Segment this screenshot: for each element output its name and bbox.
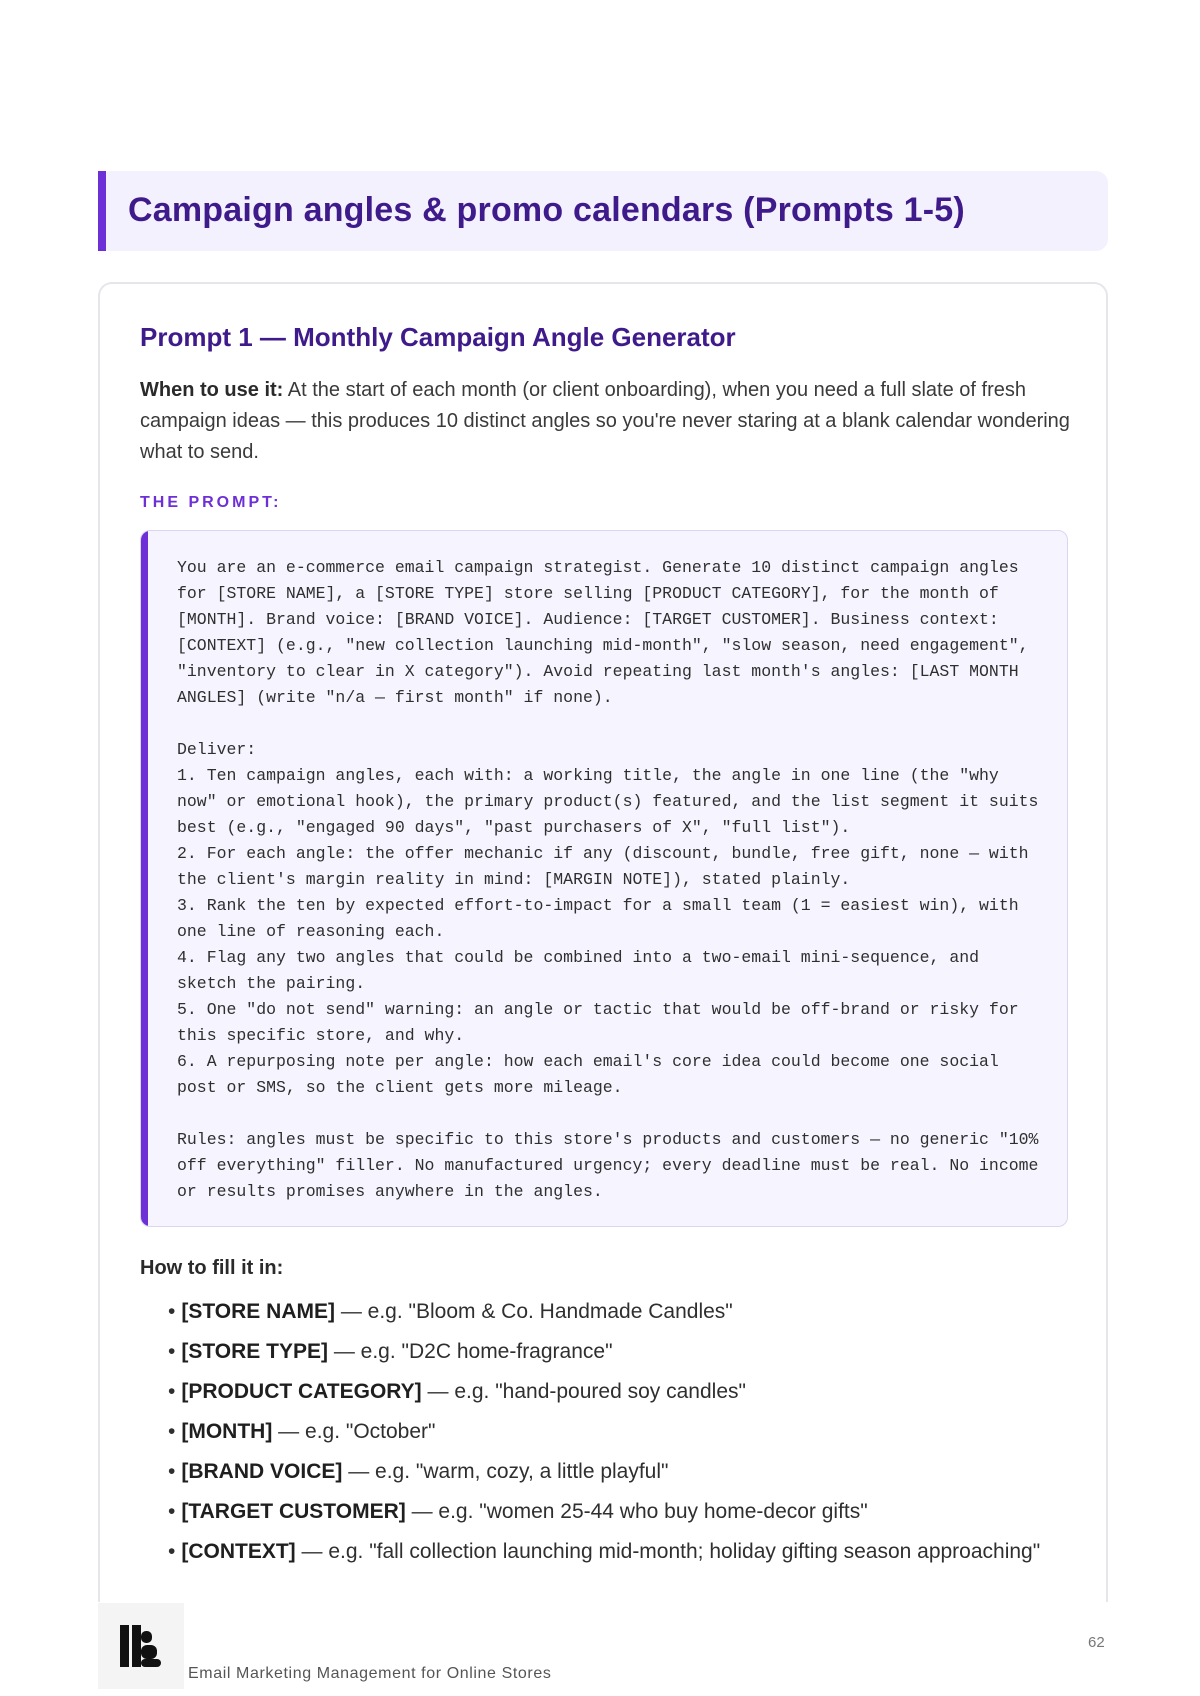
bullet-icon: •: [168, 1500, 176, 1523]
code-accent-bar: [141, 531, 148, 1226]
prompt-text: You are an e-commerce email campaign strategist. Generate 10 distinct campaign angles for [STORE NAME], a [STORE TYPE] store selling [PRODUCT CATEGORY], for the month of [MONTH]. Brand voice: [BRAND VOICE]. Audience: [TARGET CUSTOMER]. Business context: [CONTEXT] (e.g., "new collection launching mid-month", "slow season, need engagement", "inventory to clear in X category"). Avoid repeating last month's angles: [LAST MONTH ANGLES] (write "n/a — first month" if none). Deliver: 1. Ten campaign angles, each with: a working title, the angle in one line (the "why now" or emotional hook), the primary product(s) featured, and the list segment it suits best (e.g., "engaged 90 days", "past purchasers of X", "full list"). 2. For each angle: the offer mechanic if any (discount, bundle, free gift, none — with the client's margin reality in mind: [MARGIN NOTE]), stated plainly. 3. Rank the ten by expected effort-to-impact for a small team (1 = easiest win), with one line of reasoning each. 4. Flag any two angles that could be combined into a two-email mini-sequence, and sketch the pairing. 5. One "do not send" warning: an angle or tactic that would be off-brand or risky for this specific store, and why. 6. A repurposing note per angle: how each email's core idea could become one social post or SMS, so the client gets more mileage. Rules: angles must be specific to this store's products and customers — no generic "10% off everything" filler. No manufactured urgency; every deadline must be real. No income or results promises anywhere in the angles.: [177, 558, 1039, 1201]
placeholder-example: — e.g. "hand-poured soy candles": [421, 1380, 746, 1403]
list-item: [168, 1338, 1070, 1366]
publisher-logo: [98, 1603, 184, 1689]
section-title: Campaign angles & promo calendars (Prompts 1-5): [128, 191, 965, 229]
bullet-icon: •: [168, 1300, 176, 1323]
section-accent-bar: [98, 171, 106, 251]
bullet-icon: •: [168, 1340, 176, 1363]
footer-book-title: Email Marketing Management for Online Stores: [188, 1665, 552, 1682]
list-item: [168, 1298, 1070, 1326]
bullet-icon: •: [168, 1540, 176, 1563]
section-header: [98, 171, 1108, 251]
page-number: 62: [1088, 1634, 1105, 1651]
placeholder-term: [TARGET CUSTOMER]: [181, 1500, 406, 1523]
how-to-fill-label: How to fill it in:: [140, 1257, 284, 1279]
bullet-icon: •: [168, 1420, 176, 1443]
bullet-icon: •: [168, 1380, 176, 1403]
placeholder-term: [MONTH]: [181, 1420, 273, 1443]
when-to-use-label: When to use it:: [140, 379, 284, 401]
placeholder-term: [STORE NAME]: [181, 1300, 335, 1323]
placeholder-example: — e.g. "women 25-44 who buy home-decor gifts": [405, 1500, 868, 1523]
list-item: [168, 1498, 1070, 1526]
fill-in-list: [140, 1298, 1070, 1566]
placeholder-term: [STORE TYPE]: [181, 1340, 328, 1363]
list-item: [168, 1538, 1070, 1566]
placeholder-example: — e.g. "D2C home-fragrance": [328, 1340, 613, 1363]
prompt-code-block: [140, 530, 1068, 1227]
placeholder-term: [CONTEXT]: [181, 1540, 296, 1563]
prompt-card: [98, 282, 1108, 1602]
logo-mark-icon: [120, 1625, 162, 1667]
list-item: [168, 1418, 1070, 1446]
placeholder-example: — e.g. "Bloom & Co. Handmade Candles": [334, 1300, 733, 1323]
list-item: [168, 1458, 1070, 1486]
when-to-use-text: At the start of each month (or client onboarding), when you need a full slate of fresh campaign ideas — this produces 10 distinct angles so you're never staring at a blank calendar wondering what to send.: [140, 379, 1070, 463]
placeholder-example: — e.g. "fall collection launching mid-month; holiday gifting season approaching": [295, 1540, 1041, 1563]
placeholder-term: [BRAND VOICE]: [181, 1460, 343, 1483]
placeholder-term: [PRODUCT CATEGORY]: [181, 1380, 422, 1403]
list-item: [168, 1378, 1070, 1406]
placeholder-example: — e.g. "warm, cozy, a little playful": [342, 1460, 669, 1483]
placeholder-example: — e.g. "October": [272, 1420, 436, 1443]
when-to-use-paragraph: [140, 375, 1070, 468]
bullet-icon: •: [168, 1460, 176, 1483]
the-prompt-label: THE PROMPT:: [140, 494, 282, 511]
prompt-title: Prompt 1 — Monthly Campaign Angle Generator: [140, 322, 736, 352]
